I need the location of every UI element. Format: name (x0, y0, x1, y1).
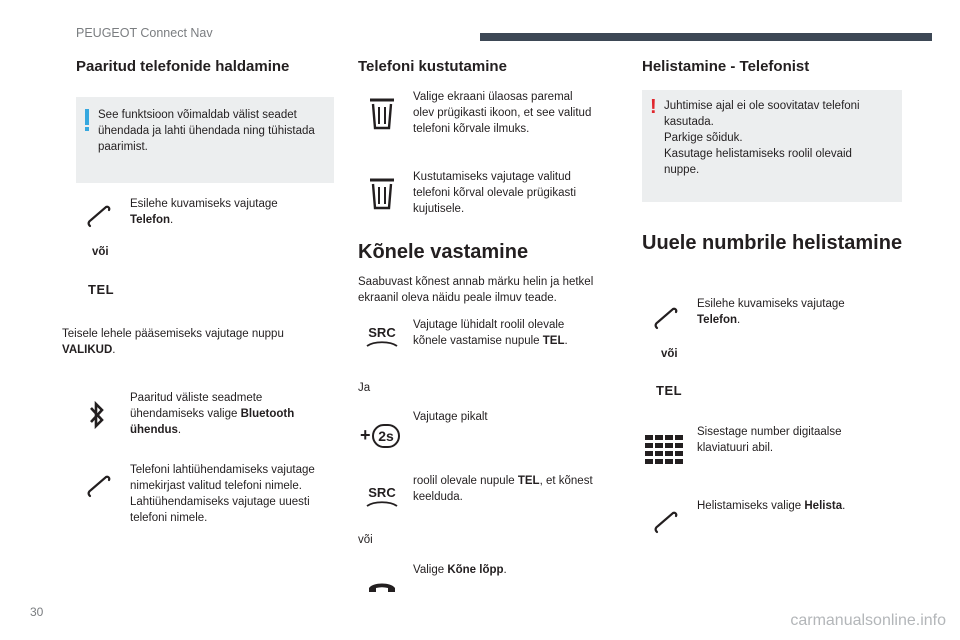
tel-button-label: TEL (656, 383, 683, 398)
reject-step: roolil olevale nupule TEL, et kõnest keelduda. (413, 475, 593, 503)
src-button-icon[interactable]: SRC (364, 325, 400, 348)
warning-note: ! Juhtimise ajal ei ole soovitatav telefoni kasutada. Parkige sõiduk. Kasutage helistamiseks roolil olevaid nuppe. (642, 90, 902, 202)
or-label: või (358, 534, 373, 546)
incoming-call-paragraph: Saabuvast kõnest annab märku helin ja hetkel ekraanil oleva näidu peale ilmuv teade. (358, 276, 594, 304)
delete-step-1: Valige ekraani ülaosas paremal olev prügikasti ikoon, et see valitud telefoni kõrvale ilmuks. (413, 91, 592, 135)
header-bar (480, 33, 932, 41)
page-number: 30 (30, 605, 44, 619)
phone-icon[interactable] (653, 510, 679, 536)
heading-delete-phone: Telefoni kustutamine (358, 58, 507, 75)
info-bar-icon (85, 109, 89, 125)
src-button-icon[interactable]: SRC (364, 485, 400, 508)
info-note: See funktsioon võimaldab välist seadet ühendada ja lahti ühendada ning tühistada paarimist. (76, 97, 334, 183)
step-disconnect: Telefoni lahtiühendamiseks vajutage nimekirjast valitud telefoni nimele. Lahtiühendamiseks vajutage uuesti telefoni nimele. (130, 464, 315, 524)
bluetooth-icon[interactable] (88, 400, 106, 430)
options-paragraph: Teisele lehele pääsemiseks vajutage nuppu VALIKUD. (62, 328, 284, 356)
hang-up-icon[interactable] (367, 578, 397, 594)
trash-icon[interactable] (368, 176, 396, 210)
or-label: või (661, 348, 678, 360)
trash-icon[interactable] (368, 96, 396, 130)
phone-icon[interactable] (86, 204, 112, 230)
heading-new-number: Uuele numbrile helistamine (642, 232, 903, 254)
step-display-home: Esilehe kuvamiseks vajutage Telefon. (697, 298, 845, 326)
delete-step-2: Kustutamiseks vajutage valitud telefoni kõrval olevale prügikasti kujutisele. (413, 171, 577, 215)
warning-icon: ! (650, 96, 657, 118)
end-call-step: Valige Kõne lõpp. (413, 564, 507, 576)
keypad-icon[interactable] (645, 435, 685, 465)
step-bluetooth: Paaritud väliste seadmete ühendamiseks valige Bluetooth ühendus. (130, 392, 295, 436)
watermark: carmanualsonline.info (790, 612, 946, 629)
step-enter-number: Sisestage number digitaalse klaviatuuri abil. (697, 426, 842, 454)
tel-button-label: TEL (88, 282, 115, 297)
long-press-step: Vajutage pikalt (413, 411, 488, 423)
phone-icon[interactable] (653, 306, 679, 332)
long-press-icon[interactable]: + 2s (360, 422, 402, 450)
phone-icon[interactable] (86, 474, 112, 500)
and-label: Ja (358, 382, 371, 394)
answer-step: Vajutage lühidalt roolil olevale kõnele vastamise nupule TEL. (413, 319, 568, 347)
heading-call-from-phone: Helistamine - Telefonist (642, 58, 810, 75)
or-label: või (92, 246, 109, 258)
header-title: PEUGEOT Connect Nav (76, 26, 213, 40)
step-display-home: Esilehe kuvamiseks vajutage Telefon. (130, 198, 278, 226)
heading-answer-call: Kõnele vastamine (358, 241, 529, 263)
step-call: Helistamiseks valige Helista. (697, 500, 846, 512)
heading-paired-phones: Paaritud telefonide haldamine (76, 58, 290, 75)
